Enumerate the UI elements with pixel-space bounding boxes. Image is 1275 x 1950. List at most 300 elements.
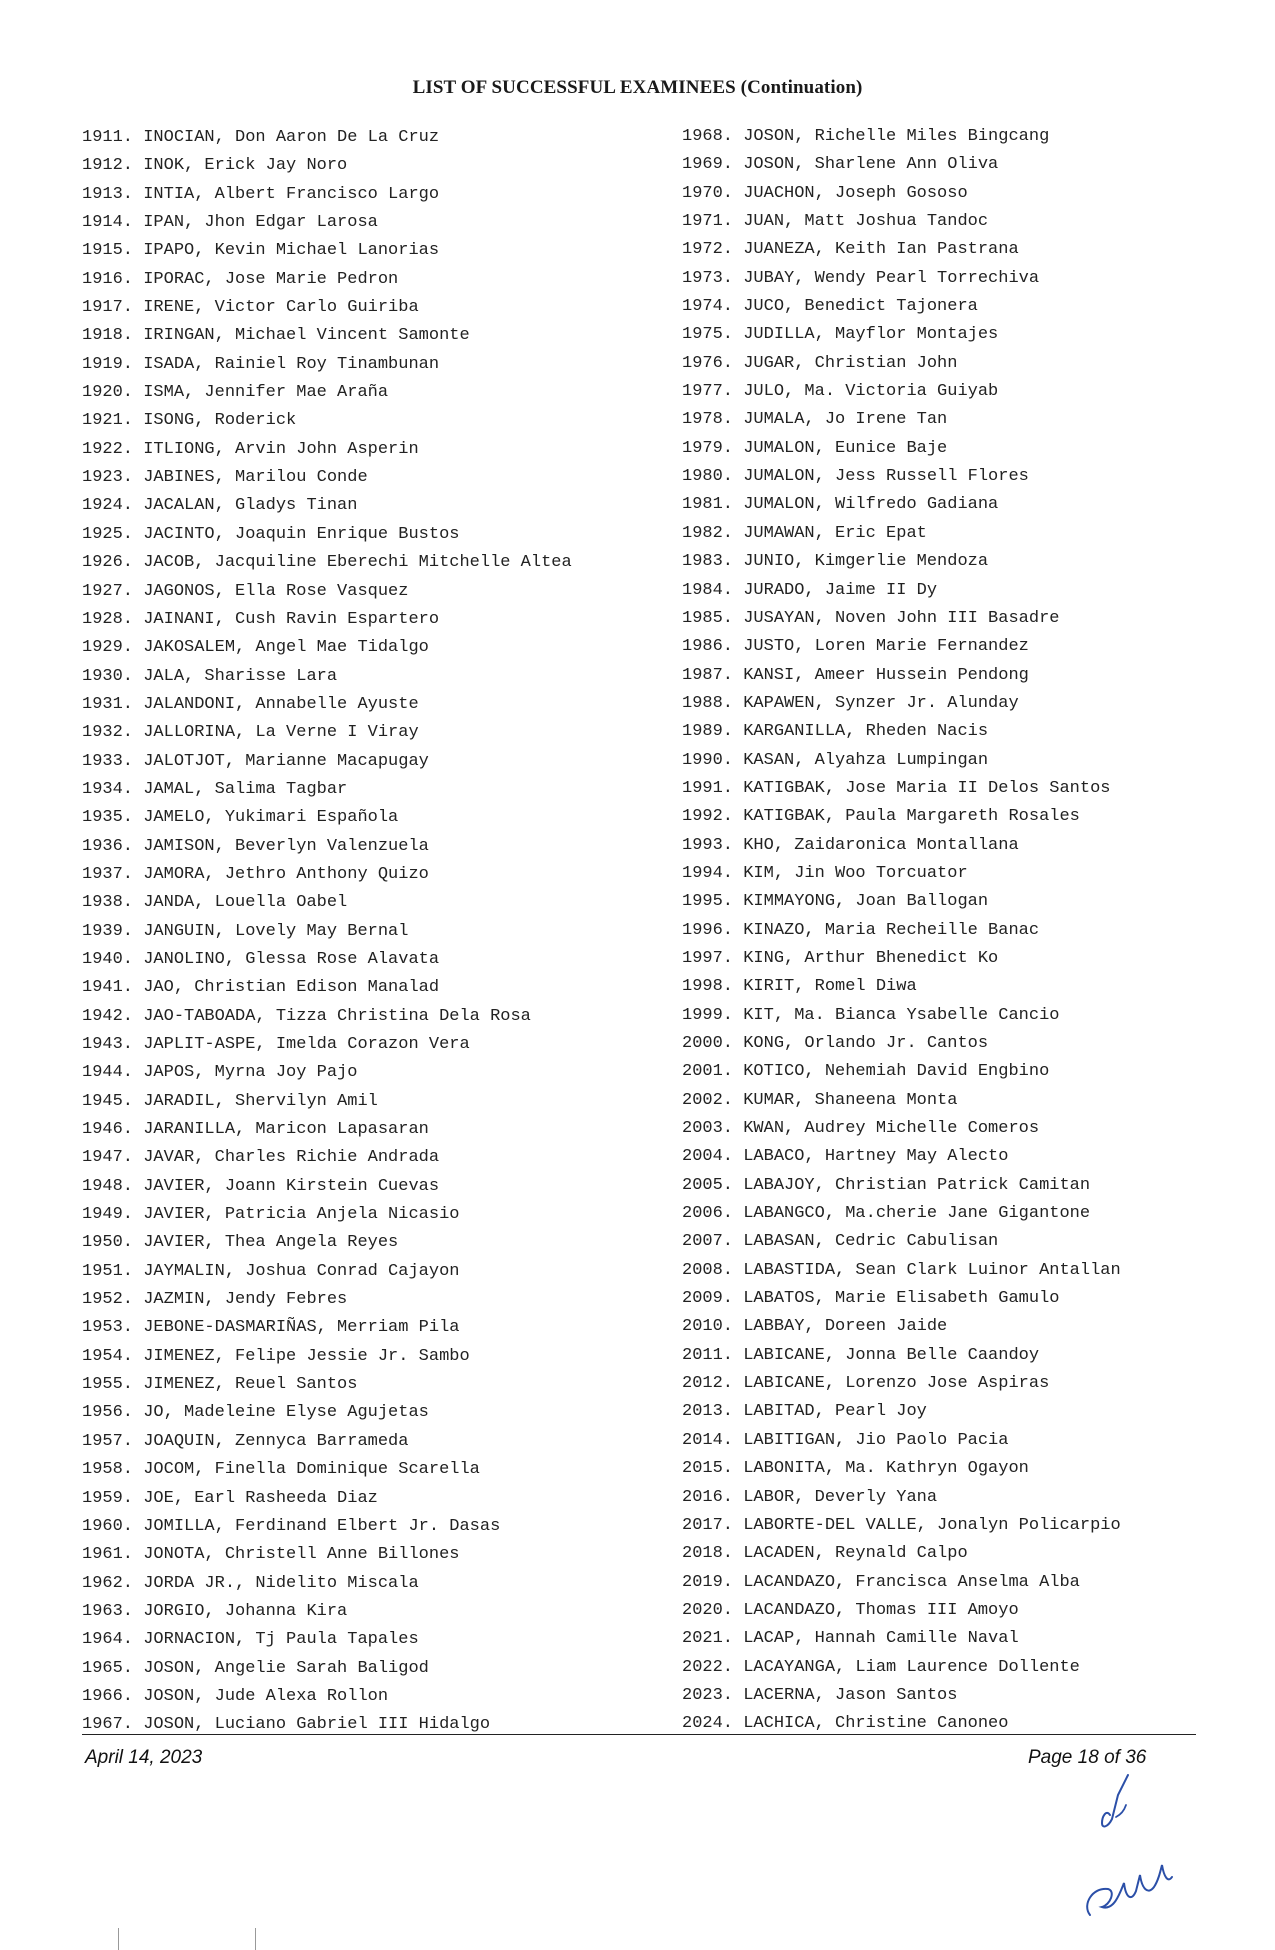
examinee-entry	[82, 1456, 572, 1484]
examinee-entry	[82, 918, 572, 946]
examinee-entry	[682, 321, 1121, 349]
examinee-entry	[682, 265, 1121, 293]
examinee-number: 1940.	[82, 949, 134, 969]
examinee-entry	[682, 860, 1121, 888]
examinee-number: 1934.	[82, 779, 134, 799]
examinee-name: KIM, Jin Woo Torcuator	[743, 863, 968, 883]
examinee-entry	[82, 1343, 572, 1371]
examinee-name: JUMALON, Eunice Baje	[743, 438, 948, 458]
examinee-number: 1925.	[82, 524, 134, 544]
examinee-entry	[82, 663, 572, 691]
examinee-name: IRINGAN, Michael Vincent Samonte	[143, 326, 470, 346]
examinee-number: 1967.	[82, 1715, 134, 1735]
examinee-entry	[682, 1030, 1121, 1058]
examinee-entry	[82, 549, 572, 577]
examinee-entry	[682, 605, 1121, 633]
examinee-name: KHO, Zaidaronica Montallana	[743, 835, 1019, 855]
examinee-entry	[682, 180, 1121, 208]
examinee-entry	[82, 634, 572, 662]
examinee-number: 2024.	[682, 1714, 734, 1734]
examinee-name: JACOB, Jacquiline Eberechi Mitchelle Altea	[143, 553, 572, 573]
examinee-entry	[82, 294, 572, 322]
examinee-name: INOCIAN, Don Aaron De La Cruz	[143, 128, 440, 147]
examinee-name: IPAPO, Kevin Michael Lanorias	[143, 241, 440, 261]
examinee-name: JIMENEZ, Felipe Jessie Jr. Sambo	[143, 1346, 470, 1366]
examinee-entry	[82, 351, 572, 379]
examinee-name: JAO, Christian Edison Manalad	[143, 978, 440, 998]
examinee-entry	[82, 1144, 572, 1172]
examinee-entry	[82, 1570, 572, 1598]
examinee-name: LACERNA, Jason Santos	[743, 1685, 958, 1705]
examinee-entry	[682, 463, 1121, 491]
examinee-number: 1933.	[82, 751, 134, 771]
examinee-name: KASAN, Alyahza Lumpingan	[743, 750, 989, 770]
examinee-number: 1983.	[682, 552, 734, 572]
examinee-name: KATIGBAK, Paula Margareth Rosales	[743, 807, 1080, 827]
examinee-entry	[82, 124, 572, 152]
examinee-entry	[82, 181, 572, 209]
examinee-entry	[682, 747, 1121, 775]
examinee-entry	[682, 690, 1121, 718]
examinee-number: 2015.	[682, 1459, 734, 1479]
examinee-number: 1924.	[82, 496, 134, 516]
examinee-entry	[82, 237, 572, 265]
examinee-entry	[82, 1598, 572, 1626]
examinee-number: 1957.	[82, 1431, 134, 1451]
examinee-entry	[82, 266, 572, 294]
examinee-name: JOMILLA, Ferdinand Elbert Jr. Dasas	[143, 1516, 501, 1536]
examinee-number: 1965.	[82, 1658, 134, 1678]
examinee-entry	[682, 406, 1121, 434]
examinee-number: 2021.	[682, 1629, 734, 1649]
examinee-name: KAPAWEN, Synzer Jr. Alunday	[743, 693, 1019, 713]
examinee-name: JANGUIN, Lovely May Bernal	[143, 921, 409, 941]
examinee-name: JARANILLA, Maricon Lapasaran	[143, 1120, 429, 1140]
examinee-name: JORGIO, Johanna Kira	[143, 1601, 348, 1621]
examinee-name: JOSON, Luciano Gabriel III Hidalgo	[143, 1715, 491, 1735]
footer-page-number: Page 18 of 36	[1028, 1747, 1147, 1768]
examinee-name: LACADEN, Reynald Calpo	[743, 1544, 968, 1564]
examinee-name: LABAJOY, Christian Patrick Camitan	[743, 1175, 1091, 1195]
examinee-entry	[682, 1455, 1121, 1483]
examinee-entry	[82, 889, 572, 917]
examinee-entry	[682, 293, 1121, 321]
examinee-name: LABANGCO, Ma.cherie Jane Gigantone	[743, 1204, 1091, 1224]
examinee-entry	[82, 1541, 572, 1569]
examinee-number: 1917.	[82, 298, 134, 318]
examinee-name: LACHICA, Christine Canoneo	[743, 1714, 1009, 1734]
examinee-name: KATIGBAK, Jose Maria II Delos Santos	[743, 778, 1111, 798]
examinee-entry	[82, 1428, 572, 1456]
examinee-name: JULO, Ma. Victoria Guiyab	[743, 382, 999, 402]
examinee-number: 1979.	[682, 438, 734, 458]
examinee-entry	[682, 1625, 1121, 1653]
examinee-name: JUGAR, Christian John	[743, 353, 958, 373]
examinee-number: 1949.	[82, 1205, 134, 1225]
examinee-entry	[682, 378, 1121, 406]
examinee-entry	[682, 1370, 1121, 1398]
examinee-entry	[682, 633, 1121, 661]
examinee-number: 2013.	[682, 1402, 734, 1422]
examinee-entry	[682, 350, 1121, 378]
examinee-entry	[682, 1682, 1121, 1710]
examinee-entry	[82, 436, 572, 464]
examinee-number: 1966.	[82, 1686, 134, 1706]
examinee-number: 1939.	[82, 921, 134, 941]
examinee-name: LABICANE, Lorenzo Jose Aspiras	[743, 1374, 1050, 1394]
examinee-entry	[682, 1143, 1121, 1171]
examinee-name: LACAP, Hannah Camille Naval	[743, 1629, 1019, 1649]
examinee-name: KARGANILLA, Rheden Nacis	[743, 722, 989, 742]
examinee-number: 1998.	[682, 977, 734, 997]
examinee-entry	[82, 804, 572, 832]
examinee-entry	[82, 748, 572, 776]
examinee-number: 1955.	[82, 1375, 134, 1395]
examinee-entry	[82, 1513, 572, 1541]
examinee-entry	[82, 1683, 572, 1711]
examinee-name: JACALAN, Gladys Tinan	[143, 496, 358, 516]
examinee-number: 1959.	[82, 1488, 134, 1508]
examinee-number: 2018.	[682, 1544, 734, 1564]
examinee-number: 1926.	[82, 553, 134, 573]
examinee-number: 1932.	[82, 723, 134, 743]
examinee-number: 1964.	[82, 1630, 134, 1650]
examinee-number: 2010.	[682, 1317, 734, 1337]
examinee-number: 2020.	[682, 1600, 734, 1620]
examinee-number: 1919.	[82, 354, 134, 374]
examinee-entry	[82, 719, 572, 747]
examinee-number: 1969.	[682, 155, 734, 175]
examinee-entry	[682, 208, 1121, 236]
examinee-entry	[682, 1484, 1121, 1512]
examinee-number: 1931.	[82, 694, 134, 714]
examinee-number: 2003.	[682, 1119, 734, 1139]
examinee-name: IPORAC, Jose Marie Pedron	[143, 269, 399, 289]
examinee-entry	[82, 1229, 572, 1257]
examinee-number: 1953.	[82, 1318, 134, 1338]
examinee-name: JAGONOS, Ella Rose Vasquez	[143, 581, 409, 601]
examinee-number: 1971.	[682, 212, 734, 232]
examinee-entry	[682, 1512, 1121, 1540]
examinee-number: 2023.	[682, 1685, 734, 1705]
examinee-entry	[682, 888, 1121, 916]
examinee-number: 1985.	[682, 608, 734, 628]
examinee-name: JACINTO, Joaquin Enrique Bustos	[143, 524, 460, 544]
examinee-name: JAYMALIN, Joshua Conrad Cajayon	[143, 1261, 460, 1281]
examinee-entry	[82, 407, 572, 435]
examinee-name: JUANEZA, Keith Ian Pastrana	[743, 240, 1019, 260]
examinee-number: 1982.	[682, 523, 734, 543]
footer-date: April 14, 2023	[85, 1747, 203, 1768]
examinee-name: JURADO, Jaime II Dy	[743, 580, 938, 600]
examinee-name: ISMA, Jennifer Mae Araña	[143, 383, 389, 403]
examinee-name: LABORTE-DEL VALLE, Jonalyn Policarpio	[743, 1515, 1121, 1535]
examinee-name: JUSTO, Loren Marie Fernandez	[743, 637, 1029, 657]
examinee-name: JUDILLA, Mayflor Montajes	[743, 325, 999, 345]
examinee-name: JANDA, Louella Oabel	[143, 893, 348, 913]
examinee-entry	[82, 1003, 572, 1031]
examinee-name: JOSON, Sharlene Ann Oliva	[743, 155, 999, 175]
examinee-name: JAINANI, Cush Ravin Espartero	[143, 609, 440, 629]
examinee-entry	[682, 662, 1121, 690]
examinee-entry	[682, 1398, 1121, 1426]
examinee-name: JONOTA, Christell Anne Billones	[143, 1545, 460, 1565]
examinee-number: 1981.	[682, 495, 734, 515]
examinee-entry	[82, 606, 572, 634]
examinee-entry	[82, 946, 572, 974]
examinee-number: 1987.	[682, 665, 734, 685]
examinee-number: 1916.	[82, 269, 134, 289]
examinee-name: LABITIGAN, Jio Paolo Pacia	[743, 1430, 1009, 1450]
examinee-entry	[82, 1626, 572, 1654]
examinee-number: 2007.	[682, 1232, 734, 1252]
examinee-name: JABINES, Marilou Conde	[143, 468, 368, 488]
examinee-entry	[682, 973, 1121, 1001]
examinee-number: 2002.	[682, 1090, 734, 1110]
examinee-name: JAMORA, Jethro Anthony Quizo	[143, 864, 429, 884]
examinee-name: JOAQUIN, Zennyca Barrameda	[143, 1431, 409, 1451]
examinee-entry	[82, 1399, 572, 1427]
examinee-entry	[682, 1427, 1121, 1455]
examinee-name: JEBONE-DASMARIÑAS, Merriam Pila	[143, 1318, 460, 1338]
examinee-number: 1920.	[82, 383, 134, 403]
examinee-number: 1991.	[682, 778, 734, 798]
examinee-entry	[82, 1655, 572, 1683]
examinee-name: JAVIER, Joann Kirstein Cuevas	[143, 1176, 440, 1196]
examinee-number: 1948.	[82, 1176, 134, 1196]
examinee-number: 1947.	[82, 1148, 134, 1168]
examinee-number: 1941.	[82, 978, 134, 998]
examinee-number: 1950.	[82, 1233, 134, 1253]
examinee-number: 1962.	[82, 1573, 134, 1593]
examinee-name: IPAN, Jhon Edgar Larosa	[143, 213, 378, 233]
examinee-name: LABICANE, Jonna Belle Caandoy	[743, 1345, 1040, 1365]
examinee-name: JUBAY, Wendy Pearl Torrechiva	[743, 268, 1040, 288]
examinee-entry	[682, 520, 1121, 548]
examinee-name: JUCO, Benedict Tajonera	[743, 297, 978, 317]
scan-mark	[255, 1928, 256, 1950]
examinee-entry	[82, 1258, 572, 1286]
examinee-number: 2005.	[682, 1175, 734, 1195]
examinee-number: 1961.	[82, 1545, 134, 1565]
examinee-name: JOSON, Jude Alexa Rollon	[143, 1686, 389, 1706]
examinee-name: JANOLINO, Glessa Rose Alavata	[143, 949, 440, 969]
examinee-entry	[682, 1228, 1121, 1256]
examinee-name: JUACHON, Joseph Gososo	[743, 183, 968, 203]
examinee-number: 1990.	[682, 750, 734, 770]
examinee-entry	[682, 1313, 1121, 1341]
examinee-name: KIT, Ma. Bianca Ysabelle Cancio	[743, 1005, 1060, 1025]
examinee-entry	[682, 577, 1121, 605]
examinee-entry	[682, 1002, 1121, 1030]
examinee-number: 1921.	[82, 411, 134, 431]
examinee-name: JAO-TABOADA, Tizza Christina Dela Rosa	[143, 1006, 531, 1026]
examinee-number: 1937.	[82, 864, 134, 884]
examinee-entry	[82, 1485, 572, 1513]
examinee-number: 1915.	[82, 241, 134, 261]
examinee-name: KOTICO, Nehemiah David Engbino	[743, 1062, 1050, 1082]
examinee-entry	[682, 945, 1121, 973]
examinee-name: INTIA, Albert Francisco Largo	[143, 184, 440, 204]
examinee-name: LACAYANGA, Liam Laurence Dollente	[743, 1657, 1080, 1677]
examinee-entry	[682, 548, 1121, 576]
examinee-number: 1973.	[682, 268, 734, 288]
examinee-number: 1929.	[82, 638, 134, 658]
examinee-name: KANSI, Ameer Hussein Pendong	[743, 665, 1029, 685]
examinee-name: JOSON, Angelie Sarah Baligod	[143, 1658, 429, 1678]
examinee-name: JALLORINA, La Verne I Viray	[143, 723, 419, 743]
examinee-number: 1977.	[682, 382, 734, 402]
examinee-entry	[682, 435, 1121, 463]
examinee-number: 1918.	[82, 326, 134, 346]
examinee-number: 1914.	[82, 213, 134, 233]
examinee-entry	[82, 492, 572, 520]
examinee-number: 2022.	[682, 1657, 734, 1677]
examinee-name: IRENE, Victor Carlo Guiriba	[143, 298, 419, 318]
examinee-number: 1978.	[682, 410, 734, 430]
examinee-entry	[682, 1654, 1121, 1682]
examinee-number: 1936.	[82, 836, 134, 856]
examinee-name: JUAN, Matt Joshua Tandoc	[743, 212, 989, 232]
examinee-number: 1944.	[82, 1063, 134, 1083]
examinee-entry	[682, 1257, 1121, 1285]
examinee-entry	[682, 775, 1121, 803]
examinee-number: 1911.	[82, 128, 134, 147]
examinee-number: 1986.	[682, 637, 734, 657]
examinee-number: 1912.	[82, 156, 134, 176]
examinee-name: KING, Arthur Bhenedict Ko	[743, 948, 999, 968]
examinee-name: KIRIT, Romel Diwa	[743, 977, 917, 997]
examinee-entry	[82, 1031, 572, 1059]
examinee-entry	[82, 1088, 572, 1116]
examinee-name: KWAN, Audrey Michelle Comeros	[743, 1119, 1040, 1139]
examinee-entry	[682, 491, 1121, 519]
examinee-name: JAPOS, Myrna Joy Pajo	[143, 1063, 358, 1083]
examinee-name: LABBAY, Doreen Jaide	[743, 1317, 948, 1337]
examinee-name: KUMAR, Shaneena Monta	[743, 1090, 958, 1110]
examinee-name: JALANDONI, Annabelle Ayuste	[143, 694, 419, 714]
examinee-name: JOSON, Richelle Miles Bingcang	[743, 127, 1050, 146]
examinee-name: LABASAN, Cedric Cabulisan	[743, 1232, 999, 1252]
examinee-name: JAMELO, Yukimari Española	[143, 808, 399, 828]
examinee-number: 2012.	[682, 1374, 734, 1394]
examinee-name: JALOTJOT, Marianne Macapugay	[143, 751, 429, 771]
examinee-number: 1995.	[682, 892, 734, 912]
examinee-number: 1996.	[682, 920, 734, 940]
examinee-entry	[682, 917, 1121, 945]
examinee-number: 2006.	[682, 1204, 734, 1224]
examinee-name: KINAZO, Maria Recheille Banac	[743, 920, 1040, 940]
examinee-entry	[682, 718, 1121, 746]
examinee-number: 1943.	[82, 1035, 134, 1054]
examinee-entry	[82, 379, 572, 407]
examinee-name: JUMALON, Jess Russell Flores	[743, 467, 1029, 487]
examinee-number: 1952.	[82, 1290, 134, 1310]
examinee-number: 1975.	[682, 325, 734, 345]
examinee-number: 1945.	[82, 1091, 134, 1111]
examinee-entry	[82, 833, 572, 861]
examinee-name: LABASTIDA, Sean Clark Luinor Antallan	[743, 1260, 1121, 1280]
examinee-name: ISONG, Roderick	[143, 411, 297, 431]
examinee-name: JIMENEZ, Reuel Santos	[143, 1375, 358, 1395]
examinee-name: JALA, Sharisse Lara	[143, 666, 338, 686]
examinee-name: KIMMAYONG, Joan Ballogan	[743, 892, 989, 912]
examinee-entry	[82, 322, 572, 350]
examinee-entry	[82, 1711, 572, 1739]
examinee-name: JAMISON, Beverlyn Valenzuela	[143, 836, 429, 856]
examinee-number: 2001.	[682, 1062, 734, 1082]
examinee-entry	[682, 803, 1121, 831]
examinee-entry	[82, 776, 572, 804]
examinee-entry	[682, 1058, 1121, 1086]
examinee-number: 2019.	[682, 1572, 734, 1592]
examinee-entry	[82, 691, 572, 719]
examinee-entry	[682, 1342, 1121, 1370]
examinee-name: JUSAYAN, Noven John III Basadre	[743, 608, 1060, 628]
examinee-name: JAVIER, Thea Angela Reyes	[143, 1233, 399, 1253]
examinee-number: 1951.	[82, 1261, 134, 1281]
examinee-entry	[682, 1597, 1121, 1625]
examinee-list-left-column	[82, 124, 572, 1740]
examinee-entry	[82, 1371, 572, 1399]
examinee-name: JAVAR, Charles Richie Andrada	[143, 1148, 440, 1168]
examinee-name: JAKOSALEM, Angel Mae Tidalgo	[143, 638, 429, 658]
examinee-number: 1980.	[682, 467, 734, 487]
examinee-entry	[82, 861, 572, 889]
examinee-name: JAVIER, Patricia Anjela Nicasio	[143, 1205, 460, 1225]
examinee-number: 1992.	[682, 807, 734, 827]
examinee-number: 1970.	[682, 183, 734, 203]
examinee-number: 2000.	[682, 1034, 734, 1053]
examinee-entry	[682, 1285, 1121, 1313]
examinee-name: LABATOS, Marie Elisabeth Gamulo	[743, 1289, 1060, 1309]
examinee-entry	[82, 209, 572, 237]
examinee-name: JOE, Earl Rasheeda Diaz	[143, 1488, 378, 1508]
page-title: LIST OF SUCCESSFUL EXAMINEES (Continuation)	[412, 77, 863, 98]
examinee-entry	[82, 1116, 572, 1144]
examinee-number: 1928.	[82, 609, 134, 629]
examinee-number: 1935.	[82, 808, 134, 828]
examinee-number: 2004.	[682, 1147, 734, 1167]
examinee-name: JAMAL, Salima Tagbar	[143, 779, 348, 799]
examinee-entry	[682, 1172, 1121, 1200]
examinee-number: 1984.	[682, 580, 734, 600]
examinee-entry	[82, 1173, 572, 1201]
examinee-number: 1923.	[82, 468, 134, 488]
examinee-entry	[82, 521, 572, 549]
examinee-name: JARADIL, Shervilyn Amil	[143, 1091, 378, 1111]
examinee-entry	[682, 236, 1121, 264]
examinee-number: 1946.	[82, 1120, 134, 1140]
examinee-entry	[82, 1201, 572, 1229]
examinee-entry	[682, 1115, 1121, 1143]
examinee-name: LACANDAZO, Thomas III Amoyo	[743, 1600, 1019, 1620]
examinee-number: 1976.	[682, 353, 734, 373]
examinee-number: 1989.	[682, 722, 734, 742]
examinee-number: 1974.	[682, 297, 734, 317]
examinee-number: 1942.	[82, 1006, 134, 1026]
examinee-number: 1960.	[82, 1516, 134, 1536]
examinee-entry	[82, 1314, 572, 1342]
examinee-name: LABOR, Deverly Yana	[743, 1487, 938, 1507]
examinee-name: JO, Madeleine Elyse Agujetas	[143, 1403, 429, 1423]
examinee-number: 2014.	[682, 1430, 734, 1450]
examinee-number: 2009.	[682, 1289, 734, 1309]
examinee-number: 1993.	[682, 835, 734, 855]
examinee-number: 2016.	[682, 1487, 734, 1507]
examinee-name: ISADA, Rainiel Roy Tinambunan	[143, 354, 440, 374]
examinee-name: LABACO, Hartney May Alecto	[743, 1147, 1009, 1167]
